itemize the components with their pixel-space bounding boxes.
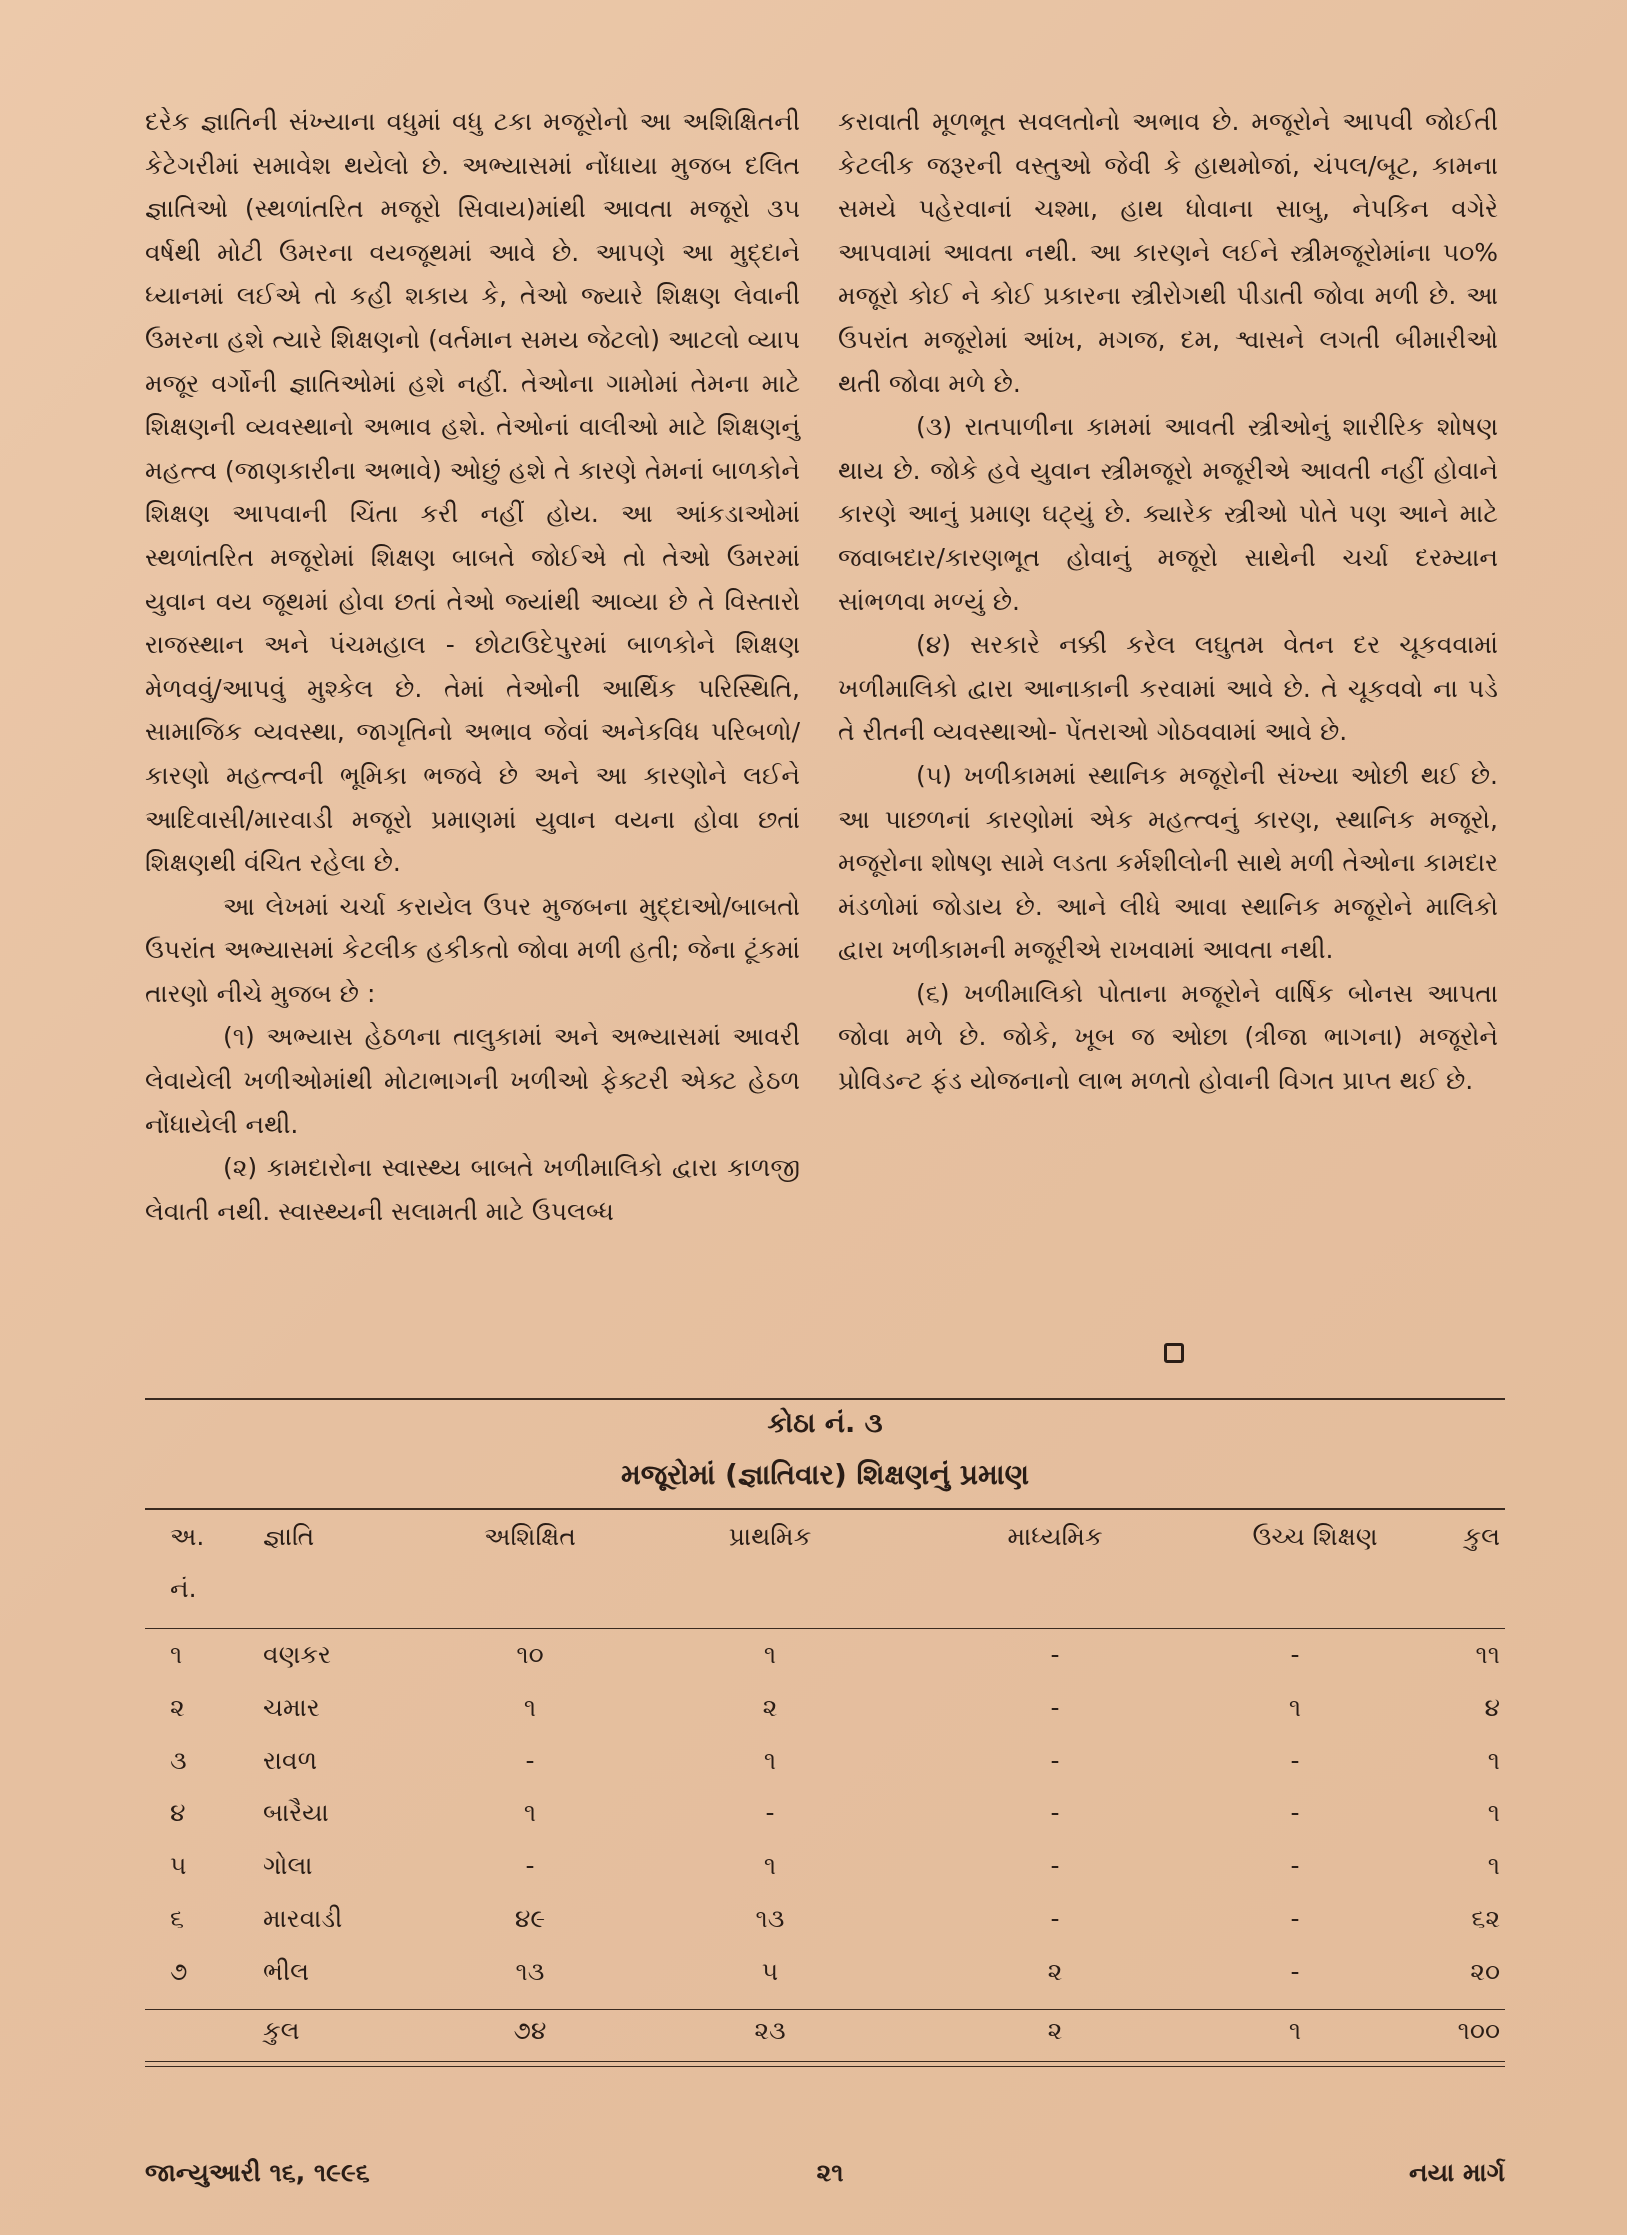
cell-primary: ૫ <box>761 1957 779 1986</box>
header-total: કુલ <box>1463 1522 1500 1551</box>
table-subtitle: મજૂરોમાં (જ્ઞાતિવાર) શિક્ષણનું પ્રમાણ <box>620 1458 1030 1491</box>
cell-higher: - <box>1290 1746 1300 1775</box>
cell-grand-total: ૧૦૦ <box>1457 2016 1500 2045</box>
header-illiterate: અશિક્ષિત <box>484 1522 576 1551</box>
left-text-column <box>145 100 800 1233</box>
divider <box>145 2066 1505 2067</box>
cell-secondary: - <box>1050 1693 1060 1722</box>
cell-primary: ૧ <box>763 1746 777 1775</box>
divider <box>145 1508 1505 1510</box>
cell-primary: ૧૩ <box>755 1904 785 1933</box>
cell-illiterate: ૧ <box>523 1798 537 1827</box>
cell-caste: ગોલા <box>263 1851 313 1880</box>
cell-higher-total: ૧ <box>1288 2016 1302 2045</box>
cell-secondary: - <box>1050 1904 1060 1933</box>
divider <box>145 2009 1505 2010</box>
divider <box>145 1398 1505 1400</box>
paragraph: (૪) સરકારે નક્કી કરેલ લઘુતમ વેતન દર ચૂકવવામાં ખળીમાલિકો દ્વારા આનાકાની કરવામાં આવે છે. તે ચૂકવવો ના પડે તે રીતની વ્યવસ્થાઓ- પેંતરાઓ ગોઠવવામાં આવે છે. <box>838 630 1498 747</box>
divider <box>145 2061 1505 2062</box>
header-higher-education: ઉચ્ચ શિક્ષણ <box>1252 1522 1378 1551</box>
cell-secondary-total: ૨ <box>1047 2016 1063 2045</box>
cell-total: ૬૨ <box>1471 1904 1500 1933</box>
cell-illiterate: ૧૦ <box>516 1640 544 1669</box>
paragraph: (૫) ખળીકામમાં સ્થાનિક મજૂરોની સંખ્યા ઓછી થઈ છે. આ પાછળનાં કારણોમાં એક મહત્ત્વનું કારણ, સ્થાનિક મજૂરો, મજૂરોના શોષણ સામે લડતા કર્મશીલોની સાથે મળી તેઓના કામદાર મંડળોમાં જોડાય છે. આને લીધે આવા સ્થાનિક મજૂરોને માલિકો દ્વારા ખળીકામની મજૂરીએ રાખવામાં આવતા નથી. <box>838 760 1498 965</box>
cell-total: ૨૦ <box>1470 1957 1500 1986</box>
cell-sr-no: ૪ <box>170 1798 186 1827</box>
cell-caste: ભીલ <box>263 1957 310 1986</box>
footer-date: જાન્યુઆરી ૧૬, ૧૯૯૬ <box>145 2158 370 2187</box>
paragraph: (૨) કામદારોના સ્વાસ્થ્ય બાબતે ખળીમાલિકો દ્વારા કાળજી લેવાતી નથી. સ્વાસ્થ્યની સલામતી માટે ઉપલબ્ધ <box>145 1153 800 1226</box>
cell-illiterate-total: ૭૪ <box>513 2016 547 2045</box>
paragraph: (૩) રાતપાળીના કામમાં આવતી સ્ત્રીઓનું શારીરિક શોષણ થાય છે. જોકે હવે યુવાન સ્ત્રીમજૂરો મજૂરીએ આવતી નહીં હોવાને કારણે આનું પ્રમાણ ઘટ્યું છે. ક્યારેક સ્ત્રીઓ પોતે પણ આને માટે જવાબદાર/કારણભૂત હોવાનું મજૂરો સાથેની ચર્ચા દરમ્યાન સાંભળવા મળ્યું છે. <box>838 412 1498 616</box>
header-caste: જ્ઞાતિ <box>263 1522 315 1551</box>
cell-caste: ચમાર <box>263 1693 320 1722</box>
table-title: કોઠા નં. ૩ <box>767 1408 883 1439</box>
cell-primary: - <box>765 1798 775 1827</box>
paragraph: (૬) ખળીમાલિકો પોતાના મજૂરોને વાર્ષિક બોનસ આપતા જોવા મળે છે. જોકે, ખૂબ જ ઓછા (ત્રીજા ભાગના) મજૂરોને પ્રોવિડન્ટ ફંડ યોજનાનો લાભ મળતો હોવાની વિગત પ્રાપ્ત થઈ છે. <box>838 978 1498 1096</box>
cell-higher: - <box>1290 1798 1300 1827</box>
divider <box>145 1628 1505 1629</box>
paragraph: દરેક જ્ઞાતિની સંખ્યાના વધુમાં વધુ ટકા મજૂરોનો આ અશિક્ષિતની કેટેગરીમાં સમાવેશ થયેલો છે. અભ્યાસમાં નોંધાયા મુજબ દલિત જ્ઞાતિઓ (સ્થળાંતરિત મજૂરો સિવાય)માંથી આવતા મજૂરો ૩૫ વર્ષથી મોટી ઉમરના વયજૂથમાં આવે છે. આપણે આ મુદ્દાને ધ્યાનમાં લઈએ તો કહી શકાય કે, તેઓ જ્યારે શિક્ષણ લેવાની ઉમરના હશે ત્યારે શિક્ષણનો (વર્તમાન સમય જેટલો) આટલો વ્યાપ મજૂર વર્ગોની જ્ઞાતિઓમાં હશે નહીં. તેઓના ગામોમાં તેમના માટે શિક્ષણની વ્યવસ્થાનો અભાવ હશે. તેઓનાં વાલીઓ માટે શિક્ષણનું મહત્ત્વ (જાણકારીના અભાવે) ઓછું હશે તે કારણે તેમનાં બાળકોને શિક્ષણ આપવાની ચિંતા કરી નહીં હોય. આ આંકડાઓમાં સ્થળાંતરિત મજૂરોમાં શિક્ષણ બાબતે જોઈએ તો તેઓ ઉમરમાં યુવાન વય જૂથમાં હોવા છતાં તેઓ જ્યાંથી આવ્યા છે તે વિસ્તારો રાજસ્થાન અને પંચમહાલ - છોટાઉદેપુરમાં બાળકોને શિક્ષણ મેળવવું/આપવું મુશ્કેલ છે. તેમાં તેઓની આર્થિક પરિસ્થિતિ, સામાજિક વ્યવસ્થા, જાગૃતિનો અભાવ જેવાં અનેકવિધ પરિબળો/કારણો મહત્ત્વની ભૂમિકા ભજવે છે અને આ કારણોને લઈને આદિવાસી/મારવાડી મજૂરો પ્રમાણમાં યુવાન વયના હોવા છતાં શિક્ષણથી વંચિત રહેલા છે. <box>145 107 800 878</box>
cell-sr-no: ૬ <box>170 1904 185 1933</box>
cell-sr-no: ૧ <box>170 1640 183 1669</box>
header-sr-no-line2: નં. <box>170 1574 197 1603</box>
cell-caste: વણકર <box>263 1640 331 1669</box>
cell-caste: બારૈયા <box>263 1798 329 1827</box>
page-number: ૨૧ <box>816 2158 844 2187</box>
cell-sr-no: ૩ <box>170 1746 187 1775</box>
cell-total-label: કુલ <box>263 2016 300 2045</box>
cell-secondary: - <box>1050 1798 1060 1827</box>
cell-illiterate: ૪૯ <box>514 1904 546 1933</box>
cell-secondary: ૨ <box>1047 1957 1063 1986</box>
cell-sr-no: ૫ <box>170 1851 187 1880</box>
cell-higher: - <box>1290 1957 1300 1986</box>
cell-total: ૧ <box>1487 1746 1500 1775</box>
cell-illiterate: ૧૩ <box>515 1957 545 1986</box>
cell-secondary: - <box>1050 1746 1060 1775</box>
header-sr-no: અ. <box>170 1522 205 1551</box>
cell-primary: ૧ <box>763 1851 777 1880</box>
cell-illiterate: - <box>525 1746 535 1775</box>
cell-illiterate: - <box>525 1851 535 1880</box>
cell-primary: ૧ <box>763 1640 777 1669</box>
paragraph: કરાવાતી મૂળભૂત સવલતોનો અભાવ છે. મજૂરોને આપવી જોઈતી કેટલીક જરૂરની વસ્તુઓ જેવી કે હાથમોજાં, ચંપલ/બૂટ, કામના સમયે પહેરવાનાં ચશ્મા, હાથ ધોવાના સાબુ, નેપકિન વગેરે આપવામાં આવતા નથી. આ કારણને લઈને સ્ત્રીમજૂરોમાંના ૫૦% મજૂરો કોઈ ને કોઈ પ્રકારના સ્ત્રીરોગથી પીડાતી જોવા મળી છે. આ ઉપરાંત મજૂરોમાં આંખ, મગજ, દમ, શ્વાસને લગતી બીમારીઓ થતી જોવા મળે છે. <box>838 107 1498 398</box>
cell-primary: ૨ <box>762 1693 778 1722</box>
cell-higher: ૧ <box>1288 1693 1302 1722</box>
cell-caste: રાવળ <box>263 1746 318 1775</box>
header-secondary: માધ્યમિક <box>1007 1522 1103 1551</box>
paragraph: (૧) અભ્યાસ હેઠળના તાલુકામાં અને અભ્યાસમાં આવરી લેવાયેલી ખળીઓમાંથી મોટાભાગની ખળીઓ ફેક્ટરી એક્ટ હેઠળ નોંધાયેલી નથી. <box>145 1022 800 1139</box>
end-of-article-square-icon <box>1164 1343 1184 1363</box>
cell-total: ૧ <box>1487 1851 1500 1880</box>
cell-primary-total: ૨૩ <box>754 2016 786 2045</box>
cell-secondary: - <box>1050 1640 1060 1669</box>
cell-sr-no: ૨ <box>170 1693 185 1722</box>
cell-total: ૪ <box>1484 1693 1500 1722</box>
right-text-column <box>838 100 1498 1103</box>
cell-total: ૧૧ <box>1475 1640 1500 1669</box>
cell-caste: મારવાડી <box>263 1904 343 1933</box>
cell-higher: - <box>1290 1851 1300 1880</box>
cell-total: ૧ <box>1487 1798 1500 1827</box>
cell-higher: - <box>1290 1904 1300 1933</box>
cell-illiterate: ૧ <box>523 1693 537 1722</box>
paragraph: આ લેખમાં ચર્ચા કરાયેલ ઉપર મુજબના મુદ્દાઓ/બાબતો ઉપરાંત અભ્યાસમાં કેટલીક હકીકતો જોવા મળી હતી; જેના ટૂંકમાં તારણો નીચે મુજબ છે : <box>145 891 800 1008</box>
cell-sr-no: ૭ <box>170 1957 188 1986</box>
header-primary: પ્રાથમિક <box>728 1522 812 1551</box>
cell-higher: - <box>1290 1640 1300 1669</box>
cell-secondary: - <box>1050 1851 1060 1880</box>
journal-name: નયા માર્ગ <box>1409 2158 1505 2187</box>
